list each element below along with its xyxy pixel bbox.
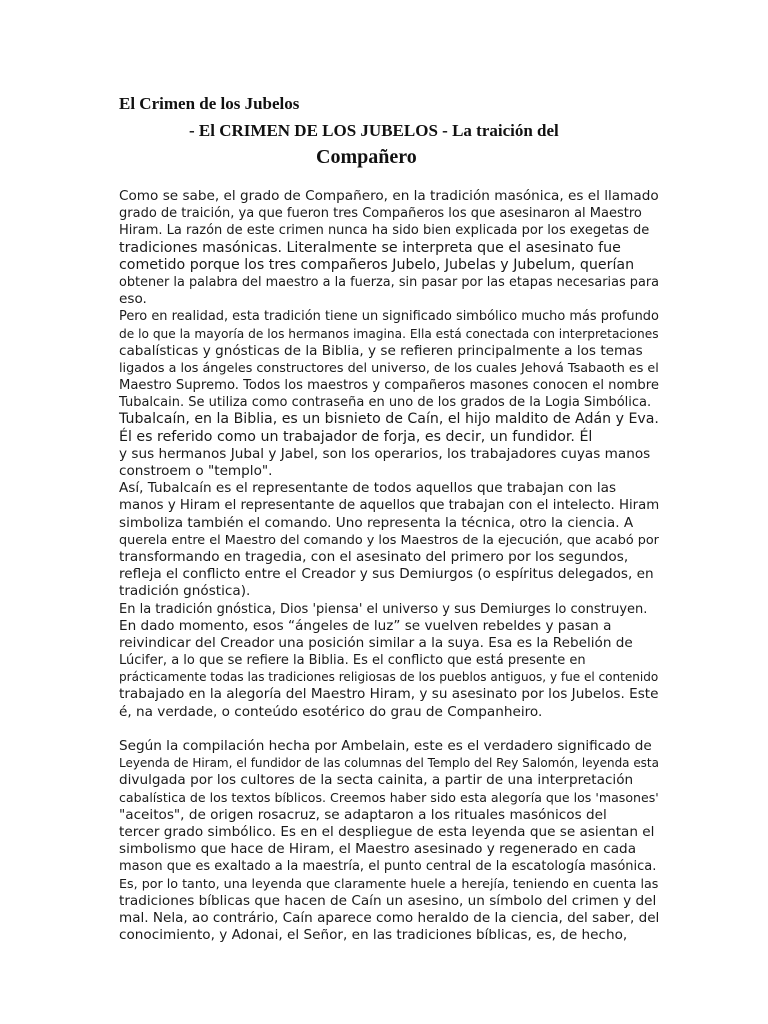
body-line: Así, Tubalcaín es el representante de todos aquellos que trabajan con las <box>119 480 617 497</box>
body-line: tercer grado simbólico. Es en el despliegue de esta leyenda que se asientan el <box>119 823 655 840</box>
body-line: En dado momento, esos “ángeles de luz” se vuelven rebeldes y pasan a <box>119 617 612 634</box>
body-line: refleja el conflicto entre el Creador y sus Demiurgos (o espíritus delegados, en <box>119 566 654 583</box>
body-line: de lo que la mayoría de los hermanos imagina. Ella está conectada con interpretaciones <box>119 326 659 341</box>
body-line: transformando en tragedia, con el asesinato del primero por los segundos, <box>119 548 629 565</box>
body-line: obtener la palabra del maestro a la fuerza, sin pasar por las etapas necesarias para <box>119 274 659 290</box>
paragraph-gap <box>119 721 659 738</box>
body-line: Lúcifer, a lo que se refiere la Biblia. Es el conflicto que está presente en <box>119 653 586 669</box>
document-title: El Crimen de los Jubelos <box>119 94 300 113</box>
body-line: Es, por lo tanto, una leyenda que claramente huele a herejía, teniendo en cuenta las <box>119 876 659 892</box>
body-line: Según la compilación hecha por Ambelain, este es el verdadero significado de <box>119 737 652 754</box>
body-line: Como se sabe, el grado de Compañero, en la tradición masónica, es el llamado <box>119 188 659 204</box>
body-line: divulgada por los cultores de la secta cainita, a partir de una interpretación <box>119 772 634 789</box>
body-line: Maestro Supremo. Todos los maestros y compañeros masones conocen el nombre <box>119 378 659 394</box>
body-line: conocimiento, y Adonai, el Señor, en las tradiciones bíblicas, es, de hecho, <box>119 926 628 943</box>
body-line: constroem o "templo". <box>119 463 273 479</box>
body-line: mal. Nela, ao contrário, Caín aparece como heraldo de la ciencia, del saber, del <box>119 909 660 926</box>
body-line: mason que es exaltado a la maestría, el punto central de la escatología masónica. <box>119 859 657 875</box>
body-line: Él es referido como un trabajador de forja, es decir, un fundidor. Él <box>119 428 593 445</box>
body-line: Tubalcain. Se utiliza como contraseña en uno de los grados de la Logia Simbólica. <box>119 395 652 411</box>
body-line: é, na verdade, o conteúdo esotérico do grau de Companheiro. <box>119 703 543 720</box>
body-line: grado de traición, ya que fueron tres Compañeros los que asesinaron al Maestro <box>119 206 642 222</box>
body-line: reivindicar del Creador una posición similar a la suya. Esa es la Rebelión de <box>119 634 633 651</box>
body-line: tradición gnóstica). <box>119 583 251 600</box>
body-line: simbolismo que hace de Hiram, el Maestro asesinado y regenerado en cada <box>119 840 637 857</box>
body-line: cabalísticas y gnósticas de la Biblia, y se refieren principalmente a los temas <box>119 342 643 359</box>
body-line: Hiram. La razón de este crimen nunca ha sido bien explicada por los exegetas de <box>119 223 650 239</box>
body-line: Leyenda de Hiram, el fundidor de las columnas del Templo del Rey Salomón, leyenda esta <box>119 756 659 770</box>
body-line: prácticamente todas las tradiciones religiosas de los pueblos antiguos, y fue el contenido <box>119 670 659 685</box>
body-line: Pero en realidad, esta tradición tiene un significado simbólico mucho más profundo <box>119 309 659 325</box>
body-line: simboliza también el comando. Uno representa la técnica, otro la ciencia. A <box>119 514 634 531</box>
body-line: cabalística de los textos bíblicos. Creemos haber sido esta alegoría que los 'masones' <box>119 790 659 806</box>
body-line: y sus hermanos Jubal y Jabel, son los operarios, los trabajadores cuyas manos <box>119 445 651 462</box>
body-line: eso. <box>119 291 147 308</box>
body-line: querela entre el Maestro del comando y los Maestros de la ejecución, que acabó por <box>119 532 659 548</box>
document-body <box>119 188 659 944</box>
body-line: tradiciones masónicas. Literalmente se interpreta que el asesinato fue <box>119 239 621 256</box>
body-line: ligados a los ángeles constructores del universo, de los cuales Jehová Tsabaoth es el <box>119 360 659 376</box>
document-subtitle-line-2: Compañero <box>316 146 417 168</box>
body-line: tradiciones bíblicas que hacen de Caín un asesino, un símbolo del crimen y del <box>119 892 657 909</box>
body-line: Tubalcaín, en la Biblia, es un bisnieto de Caín, el hijo maldito de Adán y Eva. <box>119 411 659 428</box>
body-line: manos y Hiram el representante de aquellos que trabajan con el intelecto. Hiram <box>119 498 660 514</box>
body-line: "aceitos", de origen rosacruz, se adaptaron a los rituales masónicos del <box>119 806 607 823</box>
body-line: En la tradición gnóstica, Dios 'piensa' el universo y sus Demiurges lo construyen. <box>119 601 648 617</box>
body-line: cometido porque los tres compañeros Jubelo, Jubelas y Jubelum, querían <box>119 256 635 273</box>
body-line: trabajado en la alegoría del Maestro Hiram, y su asesinato por los Jubelos. Este <box>119 686 659 703</box>
document-subtitle-line-1: - El CRIMEN DE LOS JUBELOS - La traición del <box>189 121 559 140</box>
